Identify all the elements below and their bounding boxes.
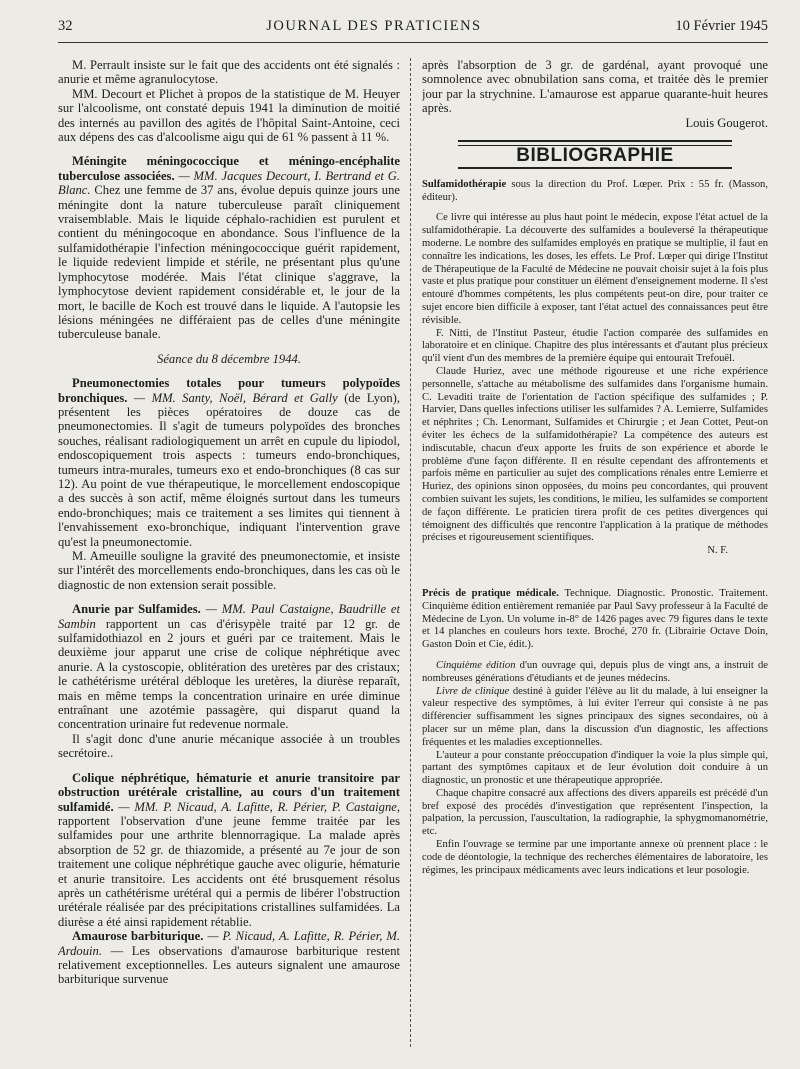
amaurose-title: Amaurose barbiturique.	[72, 929, 204, 944]
ameuille-paragraph: M. Ameuille souligne la gravité des pneumonectomie, et insiste sur l'intérêt des morcellements endo-bronchiques, dans les cas où le diagnostic de non extension serait possible.	[58, 549, 400, 592]
issue-date: 10 Février 1945	[675, 18, 768, 34]
decourt-paragraph: MM. Decourt et Plichet à propos de la statistique de M. Heuyer sur l'alcoolisme, ont constaté depuis 1941 la diminution de moitié des internés au pavillon des agités de l'hôpital Saint-Antoine, ceci aux dépens des cas d'alcoolisme aigu qui de 61 % passent à 11 %.	[58, 86, 400, 145]
amaurose-authors: — P. Nicaud, A. Lafitte, R. Périer, M. Ardouin.	[58, 929, 400, 958]
sulfa-title: Sulfamidothérapie	[422, 178, 507, 190]
journal-title: JOURNAL DES PRATICIENS	[266, 18, 482, 34]
pneumo-title: Pneumonectomies totales pour tumeurs polypoïdes bronchiques.	[58, 376, 400, 405]
anurie-article	[58, 602, 400, 732]
anurie-authors: — MM. Paul Castaigne, Baudrille et Sambin	[58, 602, 400, 631]
precis-title: Précis de pratique médicale.	[422, 587, 559, 599]
pneumo-authors: — MM. Santy, Noël, Bérard et Gally	[133, 390, 338, 405]
page-header	[58, 18, 768, 43]
meningite-authors: — MM. Jacques Decourt, I. Bertrand et G. Blanc.	[58, 168, 400, 198]
amaurose-article	[58, 929, 400, 987]
nf-signature: N. F.	[707, 545, 728, 557]
sulfa-paragraph-3: Claude Huriez, avec une méthode rigoureuse et une riche expérience personnelle, s'attache au métabolisme des sulfamides dans l'organisme humain. C. Levaditi traite de l'orientation de l'action spécifique des sulfamides ; P. Harvier, Dans quelles infections utiliser les sulfamides ? A. Lemierre, Sulfamides et néphrites ; Ch. Lenormant, Sulfamides et Chirurgie ; et Jean Cottet, Peut-on éviter les échecs de la sulfamidothérapie? La compétence des auteurs est indiscutable, chacun d'eux apporte les fruits de son expérience et aborde le problème d'une façon différente. Il en résulte cependant des affrontements et parfois même en particulier au sujet des complications rénales entre Lemierre et Huriez, des opinions sinon opposées, du moins peu concordantes, qui prouvent combien suivant les sujets, les conditions, le milieu, les sulfamides se comportent de façon différente. Le praticien tirera profit de ces petites divergences qui témoignent des difficultés que rencontre l'application à la pratique de méthodes précises et rigoureusement scientifiques.	[422, 365, 768, 544]
meningite-article	[58, 154, 400, 341]
seance-heading: Séance du 8 décembre 1944.	[157, 351, 301, 366]
bibliographie-heading: BIBLIOGRAPHIE	[516, 145, 674, 167]
left-column	[58, 58, 400, 1055]
precis-paragraph-4: Chaque chapitre consacré aux affections des divers appareils est précédé d'un bref exposé des procédés d'investigation que représentent l'inspection, la palpation, la percussion, l'auscultation, la radiographie, la sphygmomanométrie, etc.	[422, 787, 768, 838]
biblio-bottom-rule	[458, 167, 732, 169]
meningite-body: Chez une femme de 37 ans, évolue depuis quinze jours une méningite dont la nature tuberculeuse paraît cliniquement vraisemblable. Mais le liquide céphalo-rachidien est purulent et contient du méningocoque en abondance. Sous l'influence de la sulfamidothérapie l'infection méningococcique guérit rapidement, le liquide redevient limpide et stérile, ne présentant plus qu'une lymphocytose modérée. Mais l'état clinique s'aggrave, la lymphocytose devient rapidement considérable et, le jour de la mort, le bacille de Koch est trouvé dans le liquide. A l'autopsie les lésions méningées ne différaient pas de celles d'une méningite tuberculeuse banale.	[58, 183, 400, 342]
precis-reference	[422, 588, 768, 652]
precis-p1-em: Cinquième édition	[436, 659, 516, 671]
pneumo-article	[58, 376, 400, 549]
right-column	[422, 58, 768, 1055]
pneumo-body: (de Lyon), présentent les pièces opératoires de douze cas de pneumonectomies. Il s'agit de tumeurs polypoïdes des bronches souches, réalisant radiologiquement un arrêt en cupule du lipiodol, endoscopiquement trois aspects : tumeurs endo-bronchiques, tumeurs intra-murales, tumeurs exo et endo-bronchiques (8 cas sur 12). Au point de vue thérapeutique, le morcellement endoscopique a des succès à son actif, même éloignés surtout dans les tumeurs endo-bronchiques; mais ce traitement a ses limites qui tiennent à l'envahissement exo-bronchique, indiquant l'intervention grave qu'est la pneumonectomie.	[58, 390, 400, 549]
page-number: 32	[58, 18, 73, 34]
colique-title: Colique néphrétique, hématurie et anurie transitoire par obstruction urétérale cristalline, au cours d'un traitement sulfamidé.	[58, 770, 400, 814]
meningite-title: Méningite méningococcique et méningo-encéphalite tuberculose associées.	[58, 154, 400, 183]
precis-paragraph-2	[422, 686, 768, 750]
biblio-top-rule	[458, 140, 732, 142]
precis-ref-text: Technique. Diagnostic. Pronostic. Traitement. Cinquième édition entièrement remaniée par Paul Savy professeur à la Faculté de Médecine de Lyon. Un volume in-8° de 1426 pages avec 79 figures dans le texte et 14 planches en couleurs hors texte. Broché, 270 fr. (Librairie Octave Doin, Gaston Doin et Cie, édit.).	[422, 587, 768, 651]
amaurose-continuation: après l'absorption de 3 gr. de gardénal, ayant provoqué une somnolence avec obnubilation sans coma, et traitée dès le premier jour par la strychnine. L'amaurose est apparue quarante-huit heures après.	[422, 58, 768, 116]
amaurose-body: — Les observations d'amaurose barbiturique restent relativement exceptionnelles. Les auteurs signalent une amaurose barbiturique survenue	[58, 943, 400, 987]
sulfa-reference	[422, 179, 768, 205]
precis-paragraph-1	[422, 660, 768, 686]
colique-body: rapportent l'observation d'une jeune femme traitée par les sulfamides pour une arthrite blennorragique. La malade après absorption de 52 gr. de thiazomide, a présenté au 7e jour de son traitement une colique néphrétique gauche avec oligurie, hématurie et anurie transitoire. Les accidents ont été brusquement résolus après un cathétérisme urétéral qui a permis de libérer l'obstruction urétérale réalisée par des précipitations cristallines sulfamidées. La diurèse a été ainsi rapidement rétablie.	[58, 813, 400, 929]
precis-p2-em: Livre de clinique	[436, 685, 510, 697]
anurie-conclusion: Il s'agit donc d'une anurie mécanique associée à un troubles secrétoire..	[58, 731, 400, 761]
anurie-title: Anurie par Sulfamides.	[72, 602, 201, 617]
sulfa-paragraph-1: Ce livre qui intéresse au plus haut point le médecin, expose l'état actuel de la sulfamidothérapie. La découverte des sulfamides a bouleversé la thérapeutique moderne. Le nombre des sulfamides employés en pratique se multiplie, il faut en connaître les indications, les doses, les effets. Le Prof. Lœper qui dirige l'Institut de Thérapeutique de la Faculté de Médecine ne pouvait choisir sujet à la fois plus vaste et plus pratique pour constituer un élément d'enseignement moderne. Il s'est entouré d'hommes compétents, les plus compétents peut-on dire, pour traiter ce sujet encore bien difficile à exposer, tant l'état actuel des connaissances peut être révisible.	[422, 212, 768, 326]
precis-p2-text: destiné à guider l'élève au lit du malade, à lui enseigner la valeur respective des symptômes, à lui éviter l'erreur qui consiste à ne pas différencier suffisamment les signes principaux des signes secondaires, où à placer sur un même plan, dans la discussion d'un diagnostic, les affections fréquentes et les maladies exceptionnelles.	[422, 685, 768, 748]
precis-paragraph-3: L'auteur a pour constante préoccupation d'indiquer la voie la plus simple qui, partant des symptômes capitaux et de leur évolution doit conduire à un diagnostic, un pronostic et une thérapeutique appropriée.	[422, 749, 768, 787]
perrault-paragraph: M. Perrault insiste sur le fait que des accidents ont été signalés : anurie et même agranulocytose.	[58, 58, 400, 87]
colique-authors: — MM. P. Nicaud, A. Lafitte, R. Périer, P. Castaigne,	[118, 799, 400, 814]
precis-p1-text: d'un ouvrage qui, depuis plus de vingt ans, a instruit de nombreuses générations d'étudiants et de jeunes médecins.	[422, 659, 768, 684]
sulfa-ref-text: sous la direction du Prof. Lœper. Prix : 55 fr. (Masson, éditeur).	[422, 178, 768, 203]
sulfa-paragraph-2: F. Nitti, de l'Institut Pasteur, étudie l'action comparée des sulfamides en laboratoire et en clinique. Chapitre des plus intéressants et d'autant plus précieux qu'il vient d'un des membres de la première équipe qui entourait Trefouël.	[422, 327, 768, 365]
precis-paragraph-5: Enfin l'ouvrage se termine par une importante annexe où prennent place : le code de déontologie, la technique des recherches élémentaires de laboratoire, les régimes, les principaux médicaments avec leurs indications et leur posologie.	[422, 839, 768, 876]
gougerot-signature: Louis Gougerot.	[685, 115, 768, 130]
anurie-body: rapportent un cas d'érisypèle traité par 12 gr. de sulfamidothiazol en 2 jours et guéri par ce traitement. Mais le deuxième jour apparut une crise de colique néphrétique avec anurie. A la cystoscopie, oblitération des uretères par des cristaux; le cathétérisme urétéral débloque les uretères, la diurèse reparaît, mais en même temps la concentration urinaire en urée diminue entraînant une azotémie passagère, qui disparut quand la concentration urinaire fut redevenue normale.	[58, 616, 400, 732]
colique-article	[58, 771, 400, 929]
column-separator	[410, 58, 411, 1047]
